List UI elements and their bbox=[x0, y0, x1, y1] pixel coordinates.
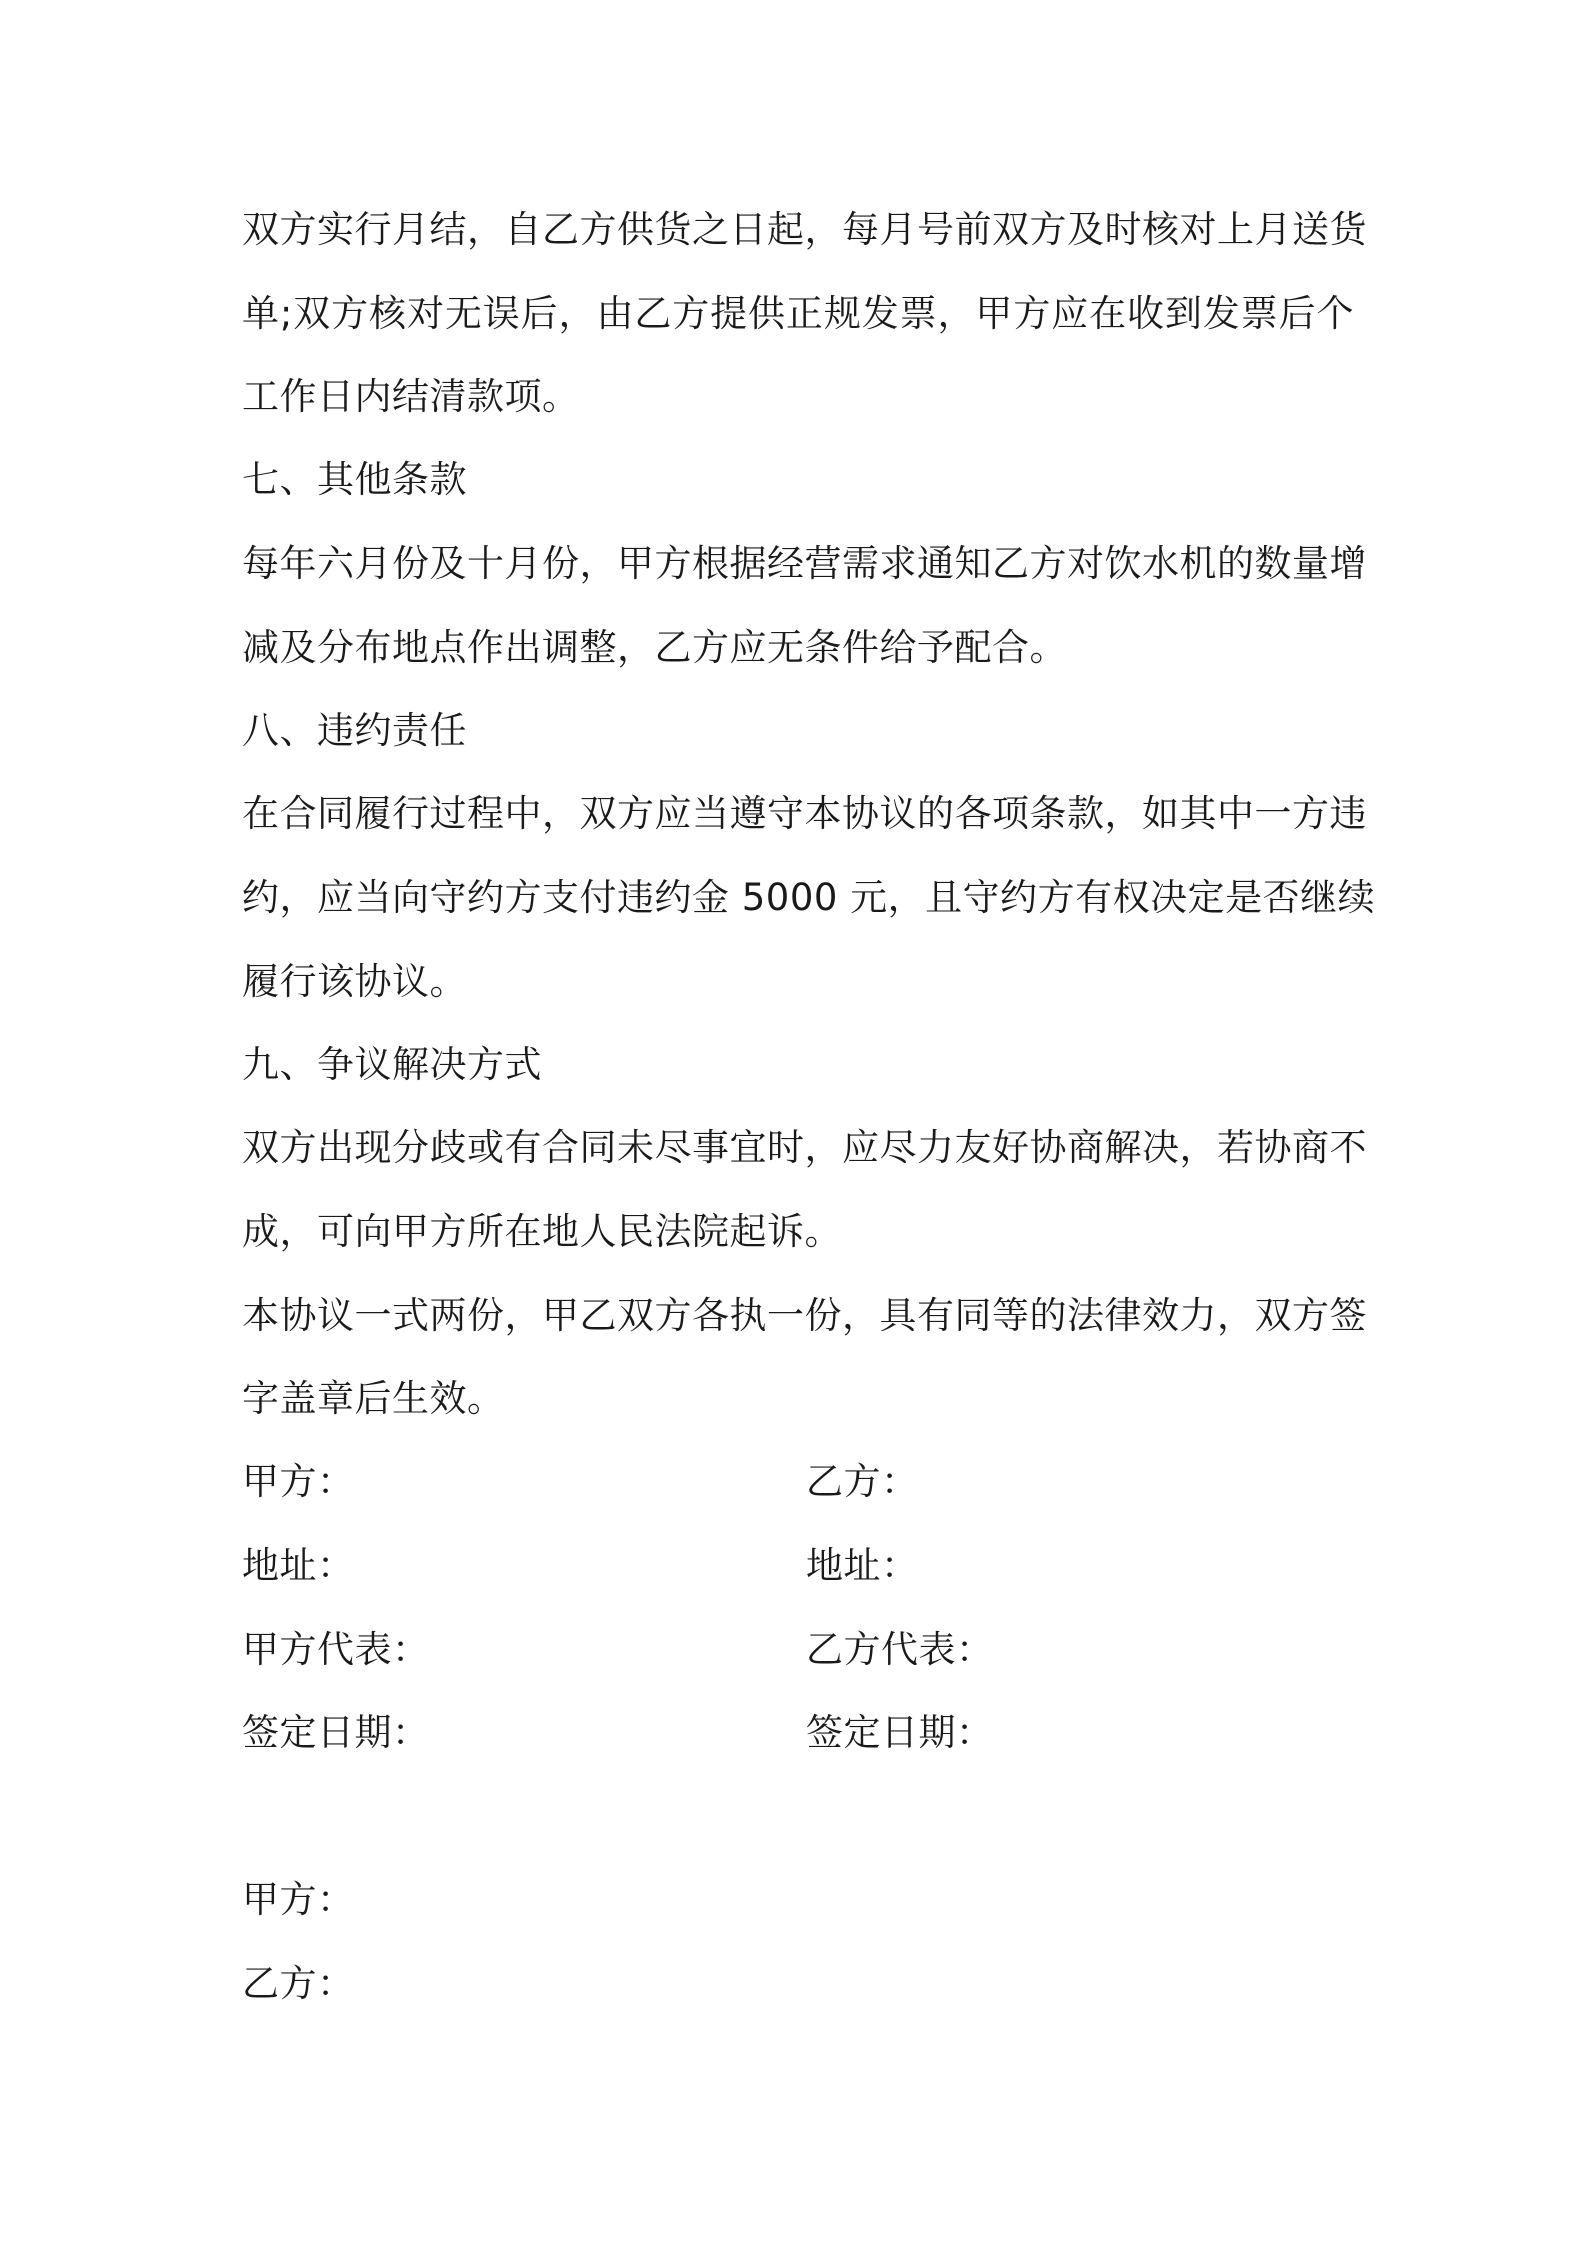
footer-party-b-label: 乙方： bbox=[242, 1962, 355, 2005]
closing-line-1: 本协议一式两份，甲乙双方各执一份，具有同等的法律效力，双方签 bbox=[242, 1294, 1367, 1337]
address-a-label: 地址： bbox=[242, 1544, 355, 1587]
closing-line-2: 字盖章后生效。 bbox=[242, 1377, 505, 1420]
representative-b-label: 乙方代表： bbox=[806, 1628, 994, 1671]
section-8-heading: 八、违约责任 bbox=[242, 709, 467, 752]
section-9-line-2: 成，可向甲方所在地人民法院起诉。 bbox=[242, 1210, 842, 1253]
section-7-heading: 七、其他条款 bbox=[242, 458, 467, 501]
footer-party-a-label: 甲方： bbox=[242, 1878, 355, 1921]
section-8-line-1: 在合同履行过程中，双方应当遵守本协议的各项条款，如其中一方违 bbox=[242, 792, 1367, 835]
address-b-label: 地址： bbox=[806, 1544, 919, 1587]
payment-clause-line-1: 双方实行月结，自乙方供货之日起，每月号前双方及时核对上月送货 bbox=[242, 208, 1367, 251]
representative-a-label: 甲方代表： bbox=[242, 1628, 430, 1671]
section-8-line-3: 履行该协议。 bbox=[242, 960, 467, 1003]
party-a-label: 甲方： bbox=[242, 1460, 355, 1503]
payment-clause-line-2: 单;双方核对无误后，由乙方提供正规发票，甲方应在收到发票后个 bbox=[242, 292, 1354, 335]
section-9-heading: 九、争议解决方式 bbox=[242, 1043, 542, 1086]
payment-clause-line-3: 工作日内结清款项。 bbox=[242, 375, 580, 418]
sign-date-a-label: 签定日期： bbox=[242, 1711, 430, 1754]
section-9-line-1: 双方出现分歧或有合同未尽事宜时，应尽力友好协商解决，若协商不 bbox=[242, 1126, 1367, 1169]
section-8-line-2: 约，应当向守约方支付违约金 5000 元，且守约方有权决定是否继续 bbox=[242, 876, 1376, 919]
section-7-line-1: 每年六月份及十月份，甲方根据经营需求通知乙方对饮水机的数量增 bbox=[242, 542, 1367, 585]
section-7-line-2: 减及分布地点作出调整，乙方应无条件给予配合。 bbox=[242, 626, 1067, 669]
sign-date-b-label: 签定日期： bbox=[806, 1711, 994, 1754]
party-b-label: 乙方： bbox=[806, 1460, 919, 1503]
